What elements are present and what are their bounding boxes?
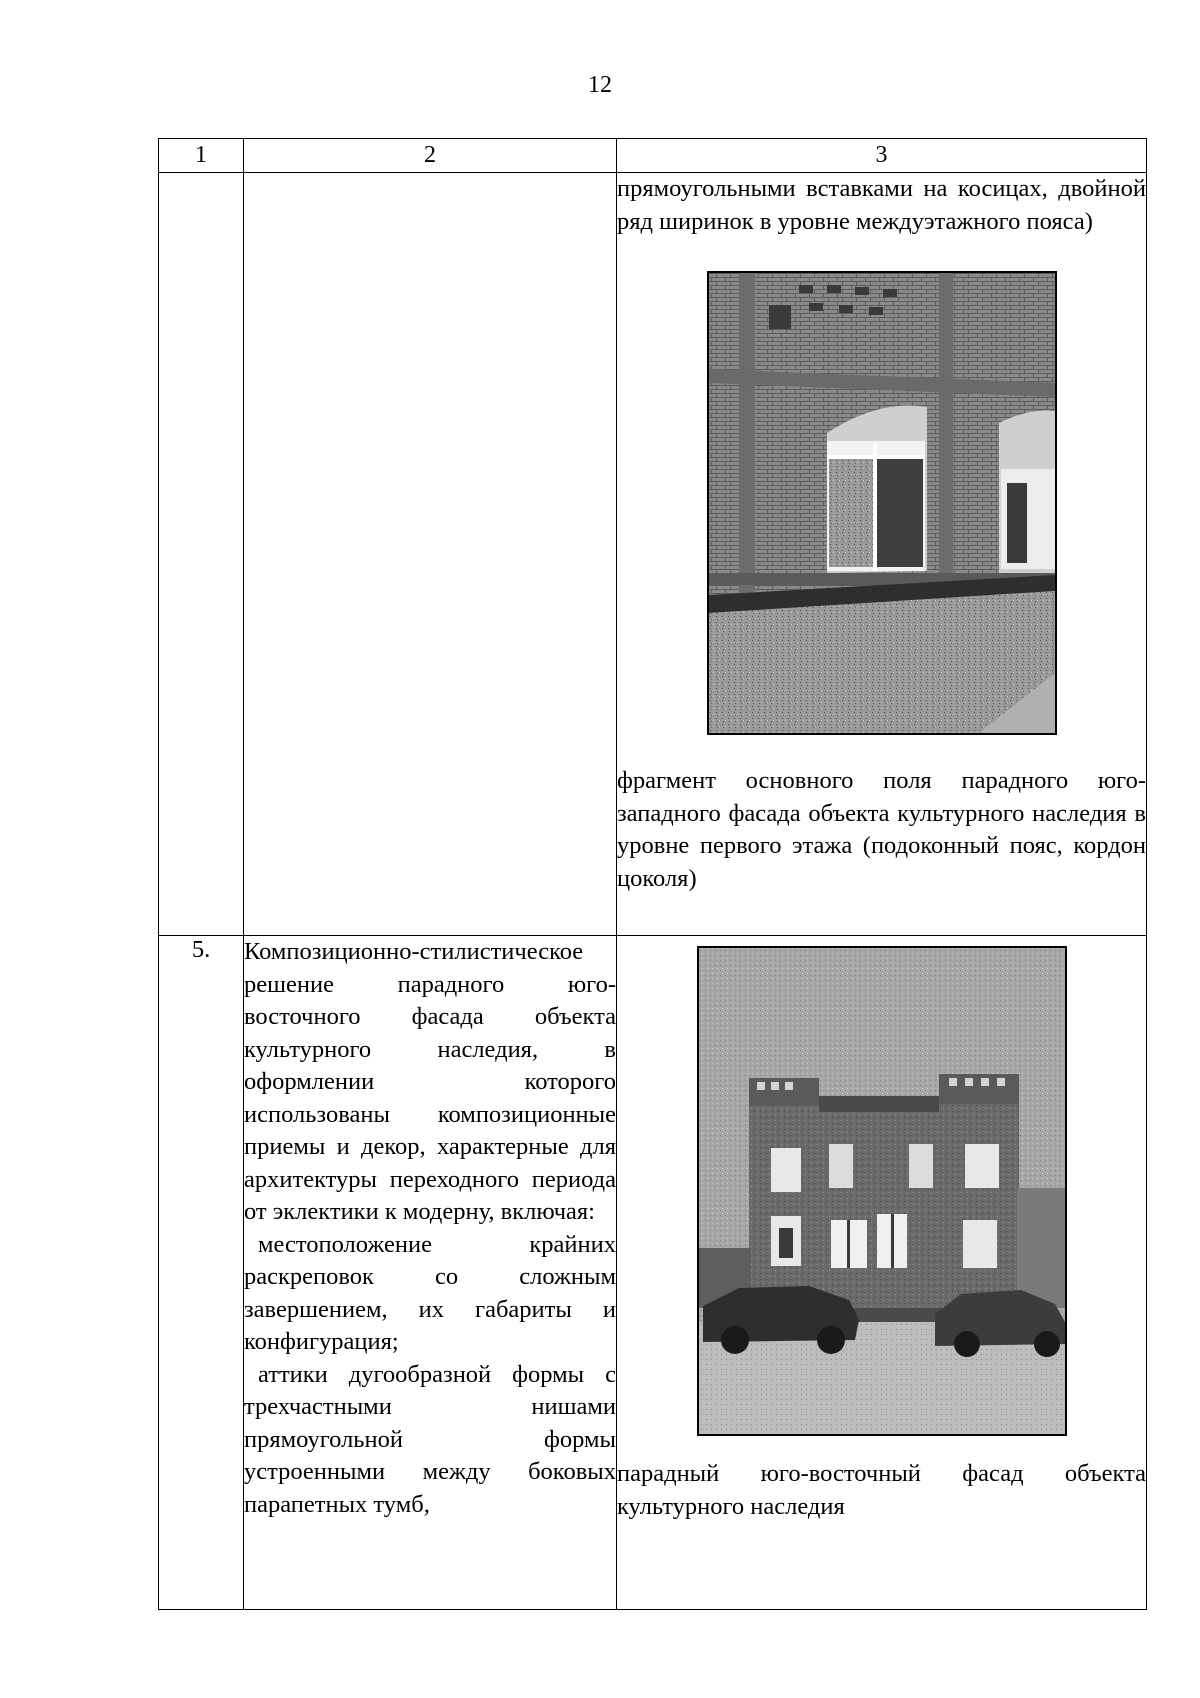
table-row-5	[159, 936, 1147, 1610]
col3-caption-southeast: парадный юго-восточный фасад объекта культурного наследия	[617, 1460, 1146, 1520]
row-5-col-3	[617, 936, 1147, 1610]
header-col-1: 1	[159, 139, 244, 173]
page-number: 12	[588, 72, 612, 98]
facade-southeast-image	[699, 948, 1065, 1434]
row-5-col-2	[244, 936, 617, 1610]
table-header-row	[159, 139, 1147, 173]
facade-fragment-image	[709, 273, 1055, 733]
header-col-2: 2	[244, 139, 617, 173]
row-5-paragraph-1: Композиционно-стилистическое решение парадного юго-восточного фасада объекта культурного наследия, в оформлении которого использованы композиционные приемы и декор, характерные для архитектуры переходного периода от эклектики к модерну, включая:	[244, 938, 616, 1225]
row-continued-col-2	[244, 173, 617, 936]
row-5-paragraph-3: аттики дугообразной формы с трехчастными нишами прямоугольной формы устроенными между боковых парапетных тумб,	[244, 1360, 616, 1518]
facade-southeast-photo	[697, 946, 1067, 1436]
row-continued-col-3	[617, 173, 1147, 936]
facade-fragment-photo	[707, 271, 1057, 735]
row-5-paragraph-2: местоположение крайних раскреповок со сложным завершением, их габариты и конфигурация;	[244, 1230, 616, 1355]
col3-text-top: прямоугольными вставками на косицах, двойной ряд ширинок в уровне междуэтажного пояса)	[617, 175, 1146, 235]
row-5-number: 5.	[159, 936, 244, 1610]
header-col-3: 3	[617, 139, 1147, 173]
table-row-continued	[159, 173, 1147, 936]
heritage-table	[158, 138, 1147, 1610]
row-continued-col-1	[159, 173, 244, 936]
col3-caption-fragment: фрагмент основного поля парадного юго-западного фасада объекта культурного наследия в уровне первого этажа (подоконный пояс, кордон цоколя)	[617, 767, 1146, 892]
